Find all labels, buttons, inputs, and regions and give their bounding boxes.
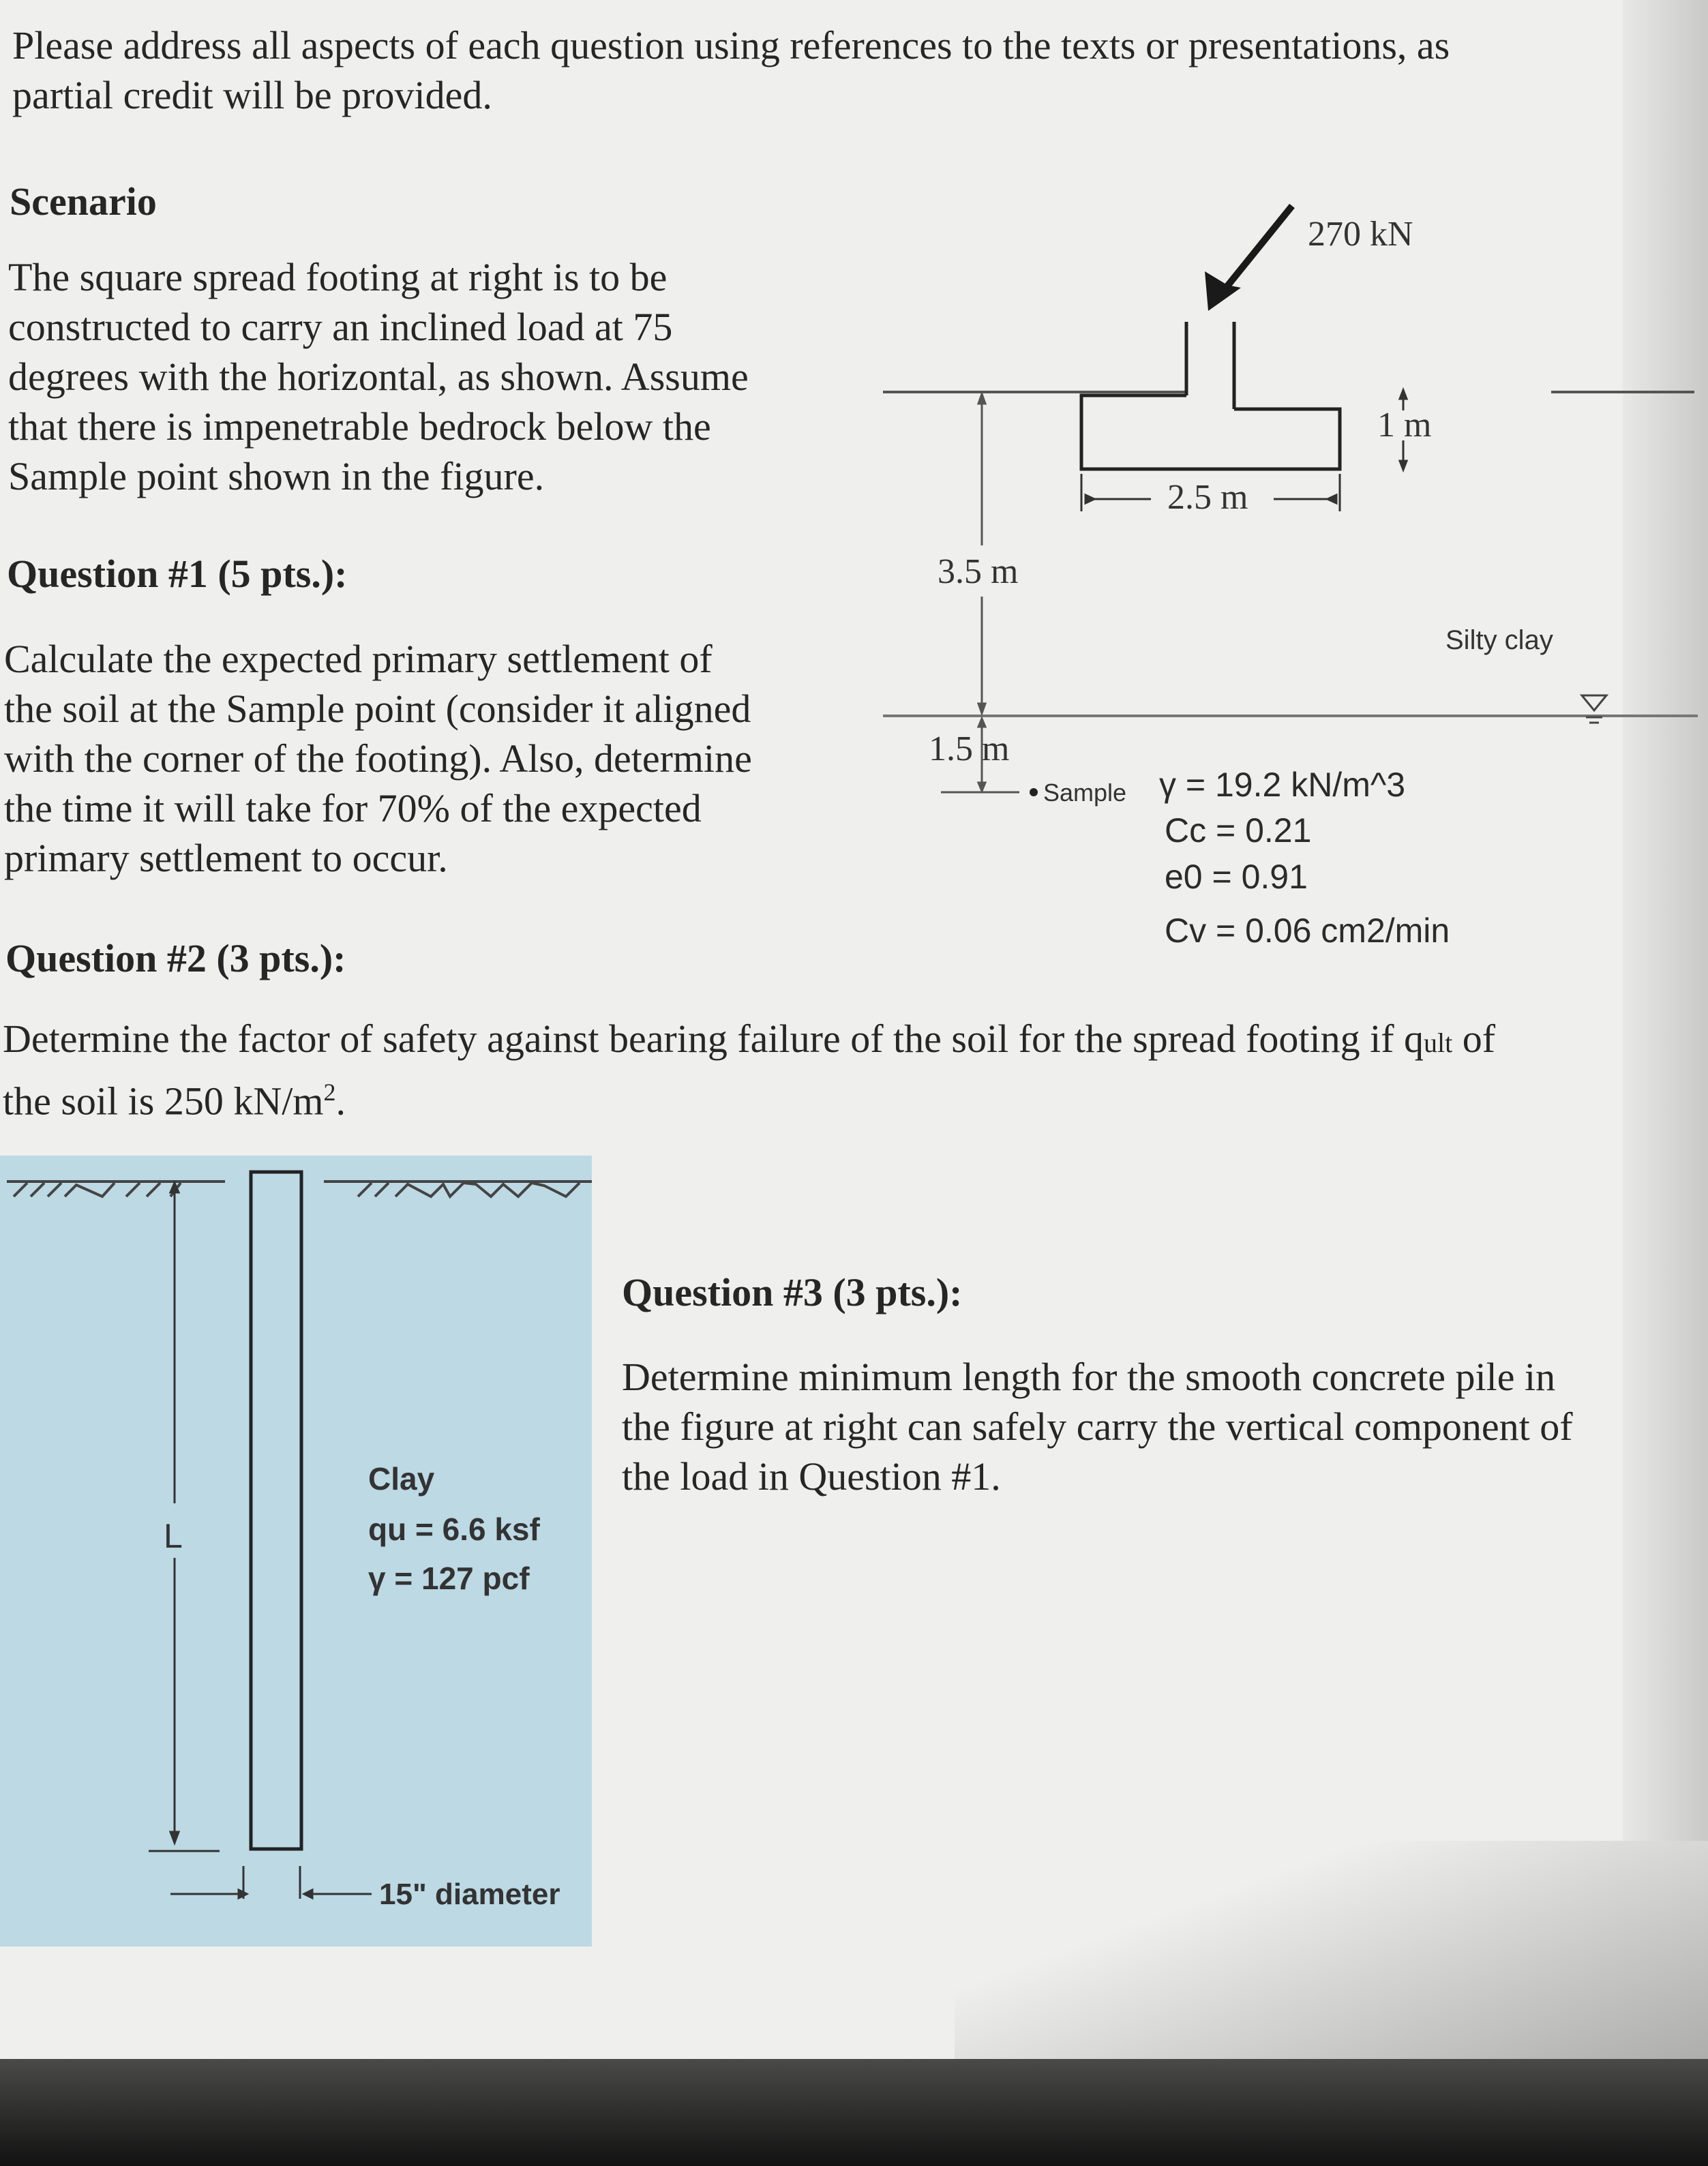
scenario-line: degrees with the horizontal, as shown. Assume xyxy=(8,355,749,399)
intro-line-2: partial credit will be provided. xyxy=(12,73,492,117)
sample-label: Sample xyxy=(1043,779,1127,807)
screen-glare xyxy=(955,1841,1708,2059)
width-label: 2.5 m xyxy=(1167,478,1248,517)
scenario-heading: Scenario xyxy=(10,179,157,224)
question2-superscript: 2 xyxy=(323,1079,336,1106)
cc-label: Cc = 0.21 xyxy=(1165,811,1312,849)
question2-heading: Question #2 (3 pts.): xyxy=(5,936,346,980)
question2-ult-subscript: ult xyxy=(1424,1027,1453,1058)
monitor-bezel xyxy=(0,2059,1708,2166)
scenario-line: The square spread footing at right is to be xyxy=(8,255,668,299)
scenario-line: constructed to carry an inclined load at 75 xyxy=(8,305,673,349)
load-label: 270 kN xyxy=(1308,215,1413,254)
question1-text xyxy=(4,634,752,883)
depth-below-water-label: 1.5 m xyxy=(929,729,1010,768)
soil-label: Silty clay xyxy=(1445,625,1553,655)
diameter-dim-line xyxy=(170,1866,372,1899)
question2-line-1-text: Determine the factor of safety against bearing failure of the soil for the spread footing if q xyxy=(3,1017,1424,1061)
question2-line-1-end: of xyxy=(1452,1017,1496,1061)
scenario-line: that there is impenetrable bedrock below the xyxy=(8,404,711,449)
length-dim-line xyxy=(149,1183,220,1851)
pile-figure-panel xyxy=(0,1156,592,1946)
scenario-line: Sample point shown in the figure. xyxy=(8,454,545,498)
question3-text xyxy=(622,1352,1573,1501)
question2-text xyxy=(3,1014,1495,1126)
water-table-icon xyxy=(1582,695,1606,723)
question1-heading: Question #1 (5 pts.): xyxy=(7,552,348,596)
question1-line: primary settlement to occur. xyxy=(4,836,448,880)
pile-figure xyxy=(0,1156,592,1946)
pile-outline xyxy=(251,1172,301,1849)
question3-heading: Question #3 (3 pts.): xyxy=(622,1270,963,1314)
qu-label: qu = 6.6 ksf xyxy=(368,1511,540,1547)
pile-soil-label: Clay xyxy=(368,1461,435,1496)
question3-line: the figure at right can safely carry the vertical component of xyxy=(622,1404,1573,1449)
intro-text xyxy=(12,20,1450,120)
question3-line: Determine minimum length for the smooth concrete pile in xyxy=(622,1355,1556,1399)
intro-line-1: Please address all aspects of each question using references to the texts or presentations, as xyxy=(12,23,1450,67)
question3-line: the load in Question #1. xyxy=(622,1454,1001,1499)
question2-line-1 xyxy=(3,1014,1495,1068)
question1-line: Calculate the expected primary settlement of xyxy=(4,637,713,681)
question2-line-2 xyxy=(3,1068,1495,1126)
sample-point-icon xyxy=(1030,788,1038,796)
question1-line: with the corner of the footing). Also, determine xyxy=(4,736,752,781)
question1-line: the soil at the Sample point (consider it aligned xyxy=(4,687,751,731)
e0-label: e0 = 0.91 xyxy=(1165,858,1308,896)
scenario-text xyxy=(8,252,749,501)
length-label: L xyxy=(164,1517,183,1555)
question2-line-2-text: the soil is 250 kN/m xyxy=(3,1079,324,1124)
question2-line-2-end: . xyxy=(335,1079,346,1124)
load-arrow xyxy=(1205,206,1292,311)
footing-figure xyxy=(873,191,1708,968)
depth-to-water-label: 3.5 m xyxy=(938,552,1019,591)
cv-label: Cv = 0.06 cm2/min xyxy=(1165,912,1450,950)
pile-gamma-label: γ = 127 pcf xyxy=(368,1561,530,1596)
diameter-label: 15" diameter xyxy=(379,1878,560,1911)
question1-line: the time it will take for 70% of the expected xyxy=(4,786,702,830)
embed-depth-label: 1 m xyxy=(1377,406,1432,445)
ground-surface xyxy=(7,1182,592,1197)
gamma-label: γ = 19.2 kN/m^3 xyxy=(1159,766,1406,804)
